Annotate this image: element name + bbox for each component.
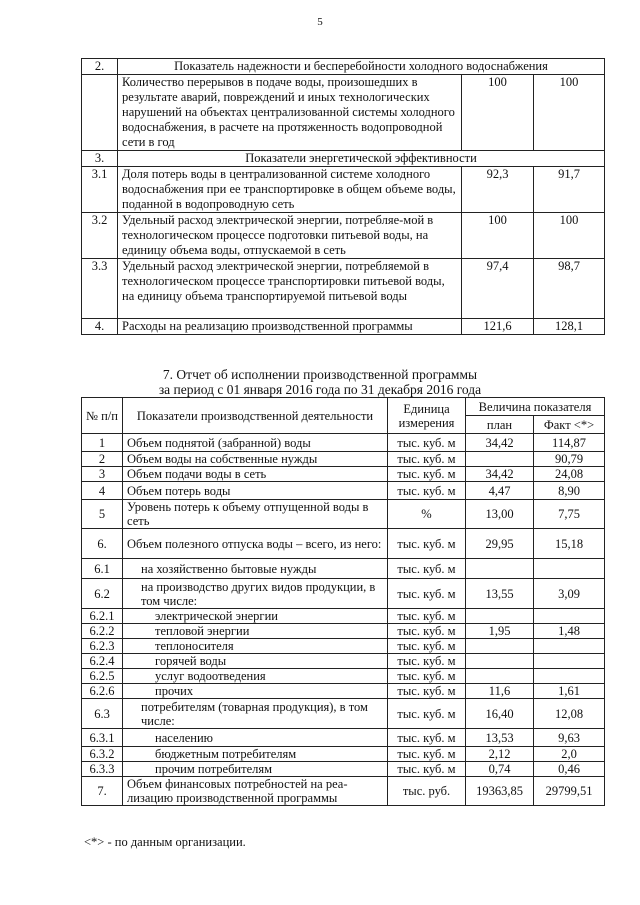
table-row (82, 762, 605, 777)
value-b: 98,7 (534, 259, 605, 319)
table-row (82, 609, 605, 624)
table-row (82, 654, 605, 669)
header-num: № п/п (82, 398, 123, 434)
table-row (82, 639, 605, 654)
table-row (82, 434, 605, 452)
report-title-line2: за период с 01 января 2016 года по 31 декабря 2016 года (158, 382, 482, 397)
page-number: 5 (317, 16, 323, 28)
row-num: 6.2.4 (82, 654, 123, 669)
plan-value: 34,42 (466, 467, 534, 482)
plan-value: 13,55 (466, 579, 534, 609)
unit: тыс. куб. м (388, 729, 466, 747)
unit: тыс. куб. м (388, 762, 466, 777)
row-num: 6.2.3 (82, 639, 123, 654)
indicator-name: прочим потребителям (123, 762, 388, 777)
row-num: 6. (82, 529, 123, 559)
unit: тыс. куб. м (388, 467, 466, 482)
indicator-row (82, 213, 605, 259)
row-num: 2 (82, 452, 123, 467)
value-a: 100 (462, 75, 534, 151)
section-heading: Показатель надежности и бесперебойности холодного водоснабжения (118, 59, 605, 75)
unit: тыс. куб. м (388, 747, 466, 762)
indicator-name: горячей воды (123, 654, 388, 669)
table-row (82, 669, 605, 684)
plan-value: 13,53 (466, 729, 534, 747)
indicator-name: на хозяйственно бытовые нужды (123, 559, 388, 579)
indicator-text: Доля потерь воды в централизованной системе холодного водоснабжения при ее транспортировке в общем объеме воды, поданной в водопроводную сеть (118, 167, 462, 213)
header-unit: Единица измерения (388, 398, 466, 434)
fact-value: 12,08 (534, 699, 605, 729)
indicator-text: Расходы на реализацию производственной программы (118, 319, 462, 335)
indicators-table (81, 58, 605, 335)
table-row (82, 467, 605, 482)
row-num: 3.1 (82, 167, 118, 213)
row-num: 6.1 (82, 559, 123, 579)
fact-value: 9,63 (534, 729, 605, 747)
table-row (82, 529, 605, 559)
unit: тыс. куб. м (388, 579, 466, 609)
row-num: 4 (82, 482, 123, 500)
unit: тыс. куб. м (388, 684, 466, 699)
plan-value (466, 452, 534, 467)
indicator-name: Уровень потерь к объему отпущенной воды в сеть (123, 500, 388, 529)
value-a: 100 (462, 213, 534, 259)
indicator-name: электрической энергии (123, 609, 388, 624)
plan-value: 4,47 (466, 482, 534, 500)
table-row (82, 500, 605, 529)
row-num: 6.2.5 (82, 669, 123, 684)
row-num: 3.3 (82, 259, 118, 319)
row-num: 5 (82, 500, 123, 529)
row-num: 1 (82, 434, 123, 452)
fact-value: 8,90 (534, 482, 605, 500)
indicator-name: на производство других видов продукции, в том числе: (123, 579, 388, 609)
plan-value (466, 654, 534, 669)
value-b: 100 (534, 75, 605, 151)
row-num: 6.3.3 (82, 762, 123, 777)
plan-value (466, 559, 534, 579)
indicator-row (82, 259, 605, 319)
indicator-name: Объем полезного отпуска воды – всего, из него: (123, 529, 388, 559)
table-row (82, 747, 605, 762)
indicator-name: бюджетным потребителям (123, 747, 388, 762)
row-num: 3 (82, 467, 123, 482)
unit: тыс. куб. м (388, 624, 466, 639)
plan-value: 29,95 (466, 529, 534, 559)
indicator-row (82, 75, 605, 151)
plan-value (466, 609, 534, 624)
unit: тыс. куб. м (388, 699, 466, 729)
indicator-text: Удельный расход электрической энергии, потребляемой в технологическом процессе транспортировки питьевой воды, на единицу объема транспортируемой питьевой воды (118, 259, 462, 319)
plan-value: 19363,85 (466, 777, 534, 806)
fact-value: 29799,51 (534, 777, 605, 806)
row-num: 6.2.2 (82, 624, 123, 639)
unit: тыс. куб. м (388, 639, 466, 654)
plan-value: 2,12 (466, 747, 534, 762)
row-num: 6.3.1 (82, 729, 123, 747)
unit: тыс. куб. м (388, 482, 466, 500)
fact-value (534, 609, 605, 624)
plan-value (466, 669, 534, 684)
fact-value: 24,08 (534, 467, 605, 482)
fact-value: 0,46 (534, 762, 605, 777)
table-row (82, 452, 605, 467)
fact-value: 3,09 (534, 579, 605, 609)
table-row (82, 559, 605, 579)
indicator-name: тепловой энергии (123, 624, 388, 639)
indicator-row (82, 59, 605, 75)
unit: тыс. куб. м (388, 529, 466, 559)
indicator-name: Объем поднятой (забранной) воды (123, 434, 388, 452)
row-num: 6.2.6 (82, 684, 123, 699)
header-plan: план (466, 416, 534, 434)
header-value: Величина показателя (466, 398, 605, 416)
plan-value: 11,6 (466, 684, 534, 699)
fact-value (534, 559, 605, 579)
table-row (82, 729, 605, 747)
header-indicators: Показатели производственной деятельности (123, 398, 388, 434)
fact-value: 1,61 (534, 684, 605, 699)
footnote: <*> - по данным организации. (84, 835, 246, 849)
plan-value: 16,40 (466, 699, 534, 729)
table-row (82, 482, 605, 500)
value-a: 92,3 (462, 167, 534, 213)
table-row (82, 684, 605, 699)
plan-value: 34,42 (466, 434, 534, 452)
row-num: 6.2 (82, 579, 123, 609)
row-num: 2. (82, 59, 118, 75)
value-b: 128,1 (534, 319, 605, 335)
value-b: 91,7 (534, 167, 605, 213)
table-row (82, 699, 605, 729)
plan-value: 1,95 (466, 624, 534, 639)
fact-value: 114,87 (534, 434, 605, 452)
indicator-row (82, 167, 605, 213)
table-row (82, 624, 605, 639)
fact-value (534, 669, 605, 684)
indicator-row (82, 319, 605, 335)
fact-value: 7,75 (534, 500, 605, 529)
value-b: 100 (534, 213, 605, 259)
unit: тыс. куб. м (388, 609, 466, 624)
indicator-name: Объем финансовых потребностей на реа-лизацию производственной программы (123, 777, 388, 806)
unit: тыс. куб. м (388, 434, 466, 452)
fact-value: 1,48 (534, 624, 605, 639)
row-num (82, 75, 118, 151)
row-num: 7. (82, 777, 123, 806)
row-num: 3. (82, 151, 118, 167)
row-num: 6.2.1 (82, 609, 123, 624)
indicator-row (82, 151, 605, 167)
table-row (82, 777, 605, 806)
row-num: 3.2 (82, 213, 118, 259)
table-row (82, 579, 605, 609)
plan-value: 13,00 (466, 500, 534, 529)
fact-value: 15,18 (534, 529, 605, 559)
indicator-name: населению (123, 729, 388, 747)
indicator-name: потребителям (товарная продукция), в том числе: (123, 699, 388, 729)
row-num: 6.3.2 (82, 747, 123, 762)
unit: тыс. куб. м (388, 669, 466, 684)
fact-value: 2,0 (534, 747, 605, 762)
report-table (81, 397, 605, 806)
unit: тыс. куб. м (388, 654, 466, 669)
fact-value: 90,79 (534, 452, 605, 467)
row-num: 6.3 (82, 699, 123, 729)
indicator-text: Количество перерывов в подаче воды, произошедших в результате аварий, повреждений и иных технологических нарушений на объектах централизованной системы холодного водоснабжения, в расчете на протяженность водопроводной сети в год (118, 75, 462, 151)
indicator-text: Удельный расход электрической энергии, потребляе-мой в технологическом процессе подготовки питьевой воды, на единицу объема воды, отпускаемой в сеть (118, 213, 462, 259)
plan-value: 0,74 (466, 762, 534, 777)
section-heading: Показатели энергетической эффективности (118, 151, 605, 167)
plan-value (466, 639, 534, 654)
row-num: 4. (82, 319, 118, 335)
indicator-name: услуг водоотведения (123, 669, 388, 684)
report-title-line1: 7. Отчет об исполнении производственной программы (162, 367, 478, 382)
unit: тыс. куб. м (388, 452, 466, 467)
value-a: 121,6 (462, 319, 534, 335)
indicator-name: Объем подачи воды в сеть (123, 467, 388, 482)
unit: тыс. куб. м (388, 559, 466, 579)
indicator-name: теплоносителя (123, 639, 388, 654)
indicator-name: Объем потерь воды (123, 482, 388, 500)
indicator-name: прочих (123, 684, 388, 699)
fact-value (534, 654, 605, 669)
header-fact: Факт <*> (534, 416, 605, 434)
indicator-name: Объем воды на собственные нужды (123, 452, 388, 467)
unit: тыс. руб. (388, 777, 466, 806)
value-a: 97,4 (462, 259, 534, 319)
fact-value (534, 639, 605, 654)
unit: % (388, 500, 466, 529)
